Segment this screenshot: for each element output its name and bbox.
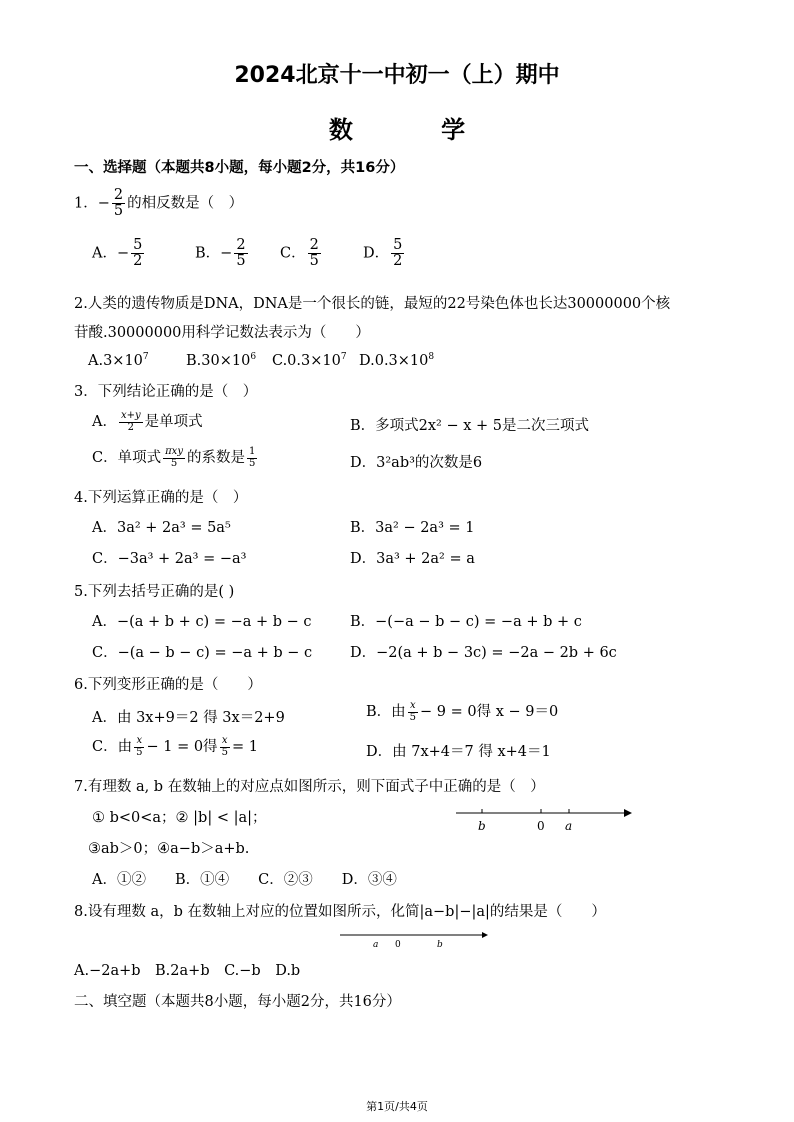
q6-option-c: C．由 $\frac{x}{5}$ − 1 = 0得 $\frac{x}{5}$ = 1 (92, 735, 258, 758)
q6-stem: 6.下列变形正确的是（ ） (74, 677, 262, 693)
q3-stem: 3．下列结论正确的是（ ） (74, 384, 258, 400)
q3-option-a: A． $\frac{x+y}{2}$ 是单项式 (92, 410, 203, 433)
section2-heading: 二、填空题（本题共8小题，每小题2分，共16分） (74, 994, 401, 1010)
q8-axis-b: b (437, 940, 443, 950)
q7-axis-a: a (565, 819, 573, 833)
q1-option-d: D． $\frac{5}{2}$ (363, 237, 403, 270)
q2-option-d: $D.0.3\times 10^8$ (359, 352, 435, 369)
exam-title: 2024北京十一中初一（上）期中 (234, 63, 560, 88)
q5-option-a: A．−(a + b + c) = −a + b − c (92, 614, 312, 630)
q4-stem: 4.下列运算正确的是（ ） (74, 490, 248, 506)
q6-option-b: B．由 $\frac{x}{5}$ − 9 = 0得 x − 9＝0 (366, 700, 559, 723)
q5-option-b: B．−(−a − b − c) = −a + b + c (350, 614, 582, 630)
q7-number-line (452, 800, 634, 840)
q1-option-a: A．− $\frac{5}{2}$ (92, 237, 143, 270)
q7-axis-zero: 0 (537, 819, 545, 833)
section1-heading: 一、选择题（本题共8小题，每小题2分，共16分） (74, 160, 405, 176)
q4-option-c: C．−3a³ + 2a³ = −a³ (92, 551, 247, 567)
q5-option-c: C．−(a − b − c) = −a + b − c (92, 645, 313, 661)
q3-option-b: B．多项式2x² − x + 5是二次三项式 (350, 418, 590, 434)
q8-options: A.−2a+b B.2a+b C.−b D.b (74, 963, 301, 979)
q8-stem: 8.设有理数 a，b 在数轴上对应的位置如图所示，化简|a−b|−|a|的结果是（ ） (74, 904, 606, 920)
q4-option-a: A．3a² + 2a³ = 5a⁵ (92, 520, 231, 536)
q2-stem-line1: 2.人类的遗传物质是DNA，DNA是一个很长的链，最短的22号染色体也长达30000000个核 (74, 296, 671, 312)
page-footer: 第1页/共4页 (366, 1100, 428, 1113)
q6-option-d: D．由 7x+4＝7 得 x+4＝1 (366, 744, 551, 760)
subject-title: 数 学 (328, 116, 506, 144)
q4-option-d: D．3a³ + 2a² = a (350, 551, 475, 567)
q3-option-d: D．3²ab³的次数是6 (350, 455, 483, 471)
q8-axis-zero: 0 (395, 940, 401, 950)
q5-option-d: D．−2(a + b − 3c) = −2a − 2b + 6c (350, 645, 617, 661)
q2-option-a: $A.3\times 10^7$ (88, 352, 149, 369)
q7-options: A．①② B．①④ C．②③ D．③④ (92, 872, 397, 888)
q4-option-b: B．3a² − 2a³ = 1 (350, 520, 475, 536)
q7-stem: 7.有理数 a, b 在数轴上的对应点如图所示，则下面式子中正确的是（ ） (74, 779, 545, 795)
q6-option-a: A．由 3x+9＝2 得 3x＝2+9 (92, 710, 285, 726)
q8-axis-a: a (373, 940, 379, 950)
q1-stem: 1．− $\frac{2}{5}$ 的相反数是（ ） (74, 187, 244, 220)
q2-option-c: $C.0.3\times 10^7$ (272, 352, 347, 369)
q2-stem-line2: 苷酸.30000000用科学记数法表示为（ ） (74, 325, 370, 341)
q7-statements-2: ③ab＞0；④a−b＞a+b. (88, 841, 250, 857)
q5-stem: 5.下列去括号正确的是( ) (74, 584, 235, 600)
q2-option-b: $B.30\times 10^6$ (186, 352, 257, 369)
q7-statements-1: ① b<0<a；② |b| < |a|； (92, 810, 267, 826)
q8-number-line (336, 926, 492, 952)
q1-option-c: C． $\frac{2}{5}$ (280, 237, 319, 270)
q1-option-b: B．− $\frac{2}{5}$ (195, 237, 246, 270)
q7-axis-b: b (478, 819, 486, 833)
q3-option-c: C．单项式 $\frac{\text{πxy}}{5}$ 的系数是 $\frac{1}{5}$ (92, 446, 256, 469)
